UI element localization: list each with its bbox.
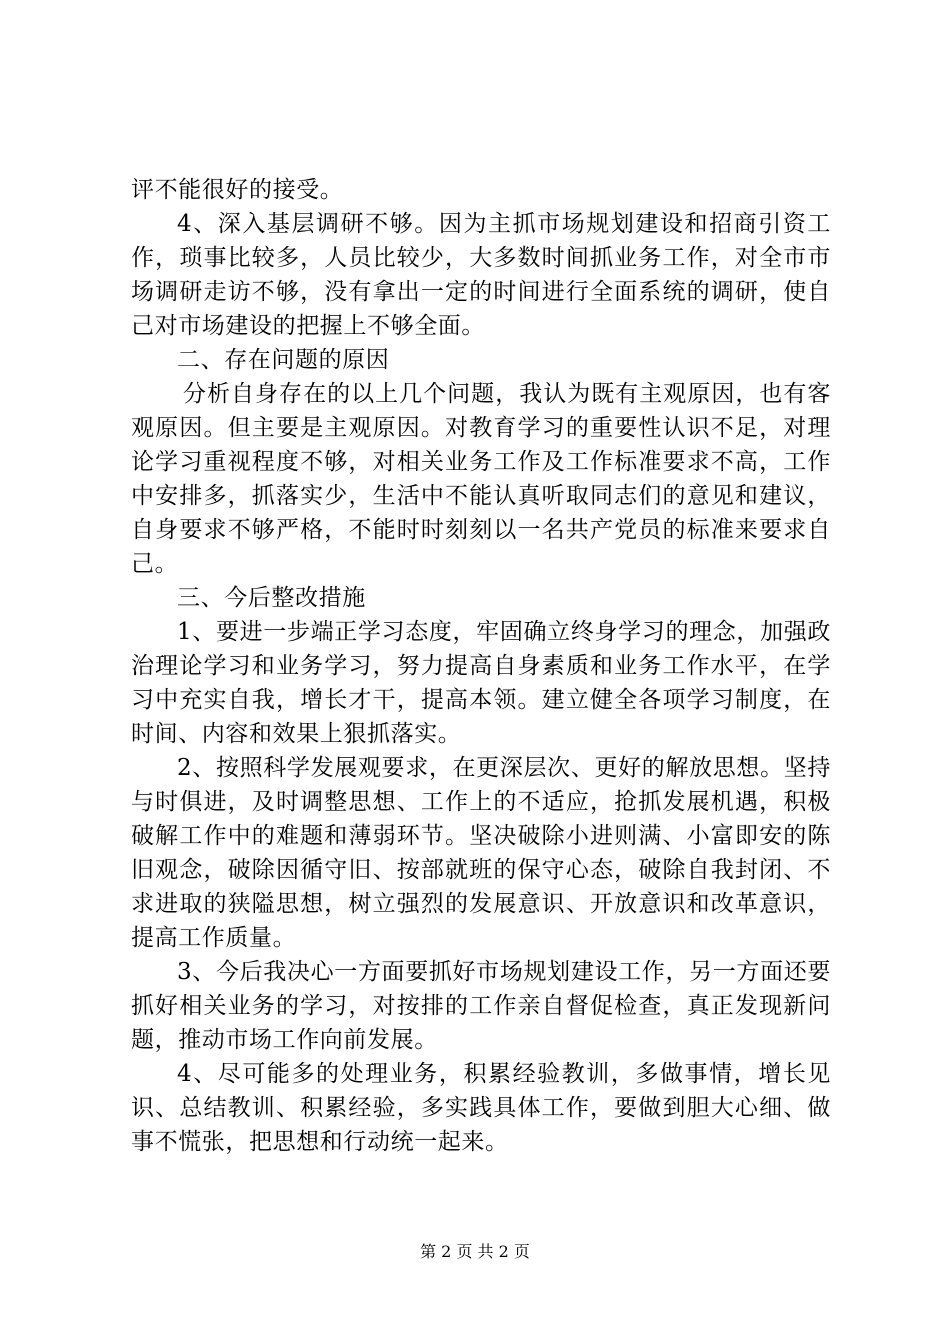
section-heading-rectification: 三、今后整改措施 [177,585,366,611]
section-heading-causes: 二、存在问题的原因 [177,347,390,373]
paragraph-continuation: 评不能很好的接受。 [131,177,344,203]
paragraph-measure-2-development: 2、按照科学发展观要求，在更深层次、更好的解放思想。坚持与时俱进，及时调整思想、工作上的不适应，抢抓发展机遇，积极破解工作中的难题和薄弱环节。坚决破除小进则满、小富即安的陈旧观念，破除因循守旧、按部就班的保守心态，破除自我封闭、不求进取的狭隘思想，树立强烈的发展意识、开放意识和改革意识，提高工作质量。 [131,755,831,951]
paragraph-measure-1-learning: 1、要进一步端正学习态度，牢固确立终身学习的理念，加强政治理论学习和业务学习，努力提高自身素质和业务工作水平，在学习中充实自我，增长才干，提高本领。建立健全各项学习制度，在时间、内容和效果上狠抓落实。 [131,619,831,747]
paragraph-item-4-grassroots-research: 4、深入基层调研不够。因为主抓市场规划建设和招商引资工作，琐事比较多，人员比较少，大多数时间抓业务工作，对全市市场调研走访不够，没有拿出一定的时间进行全面系统的调研，使自己对市场建设的把握上不够全面。 [131,211,831,339]
paragraph-measure-3-market-planning: 3、今后我决心一方面要抓好市场规划建设工作，另一方面还要抓好相关业务的学习，对按排的工作亲自督促检查，真正发现新问题，推动市场工作向前发展。 [131,959,831,1053]
paragraph-measure-4-practice: 4、尽可能多的处理业务，积累经验教训，多做事情，增长见识、总结教训、积累经验，多实践具体工作，要做到胆大心细、做事不慌张，把思想和行动统一起来。 [131,1061,831,1155]
page-number-footer: 第 2 页 共 2 页 [420,1242,530,1261]
paragraph-causes-analysis: 分析自身存在的以上几个问题，我认为既有主观原因，也有客观原因。但主要是主观原因。对教育学习的重要性认识不足，对理论学习重视程度不够，对相关业务工作及工作标准要求不高，工作中安排多，抓落实少，生活中不能认真听取同志们的意见和建议，自身要求不够严格，不能时时刻刻以一名共产党员的标准来要求自己。 [131,381,831,577]
document-body [131,173,831,1159]
